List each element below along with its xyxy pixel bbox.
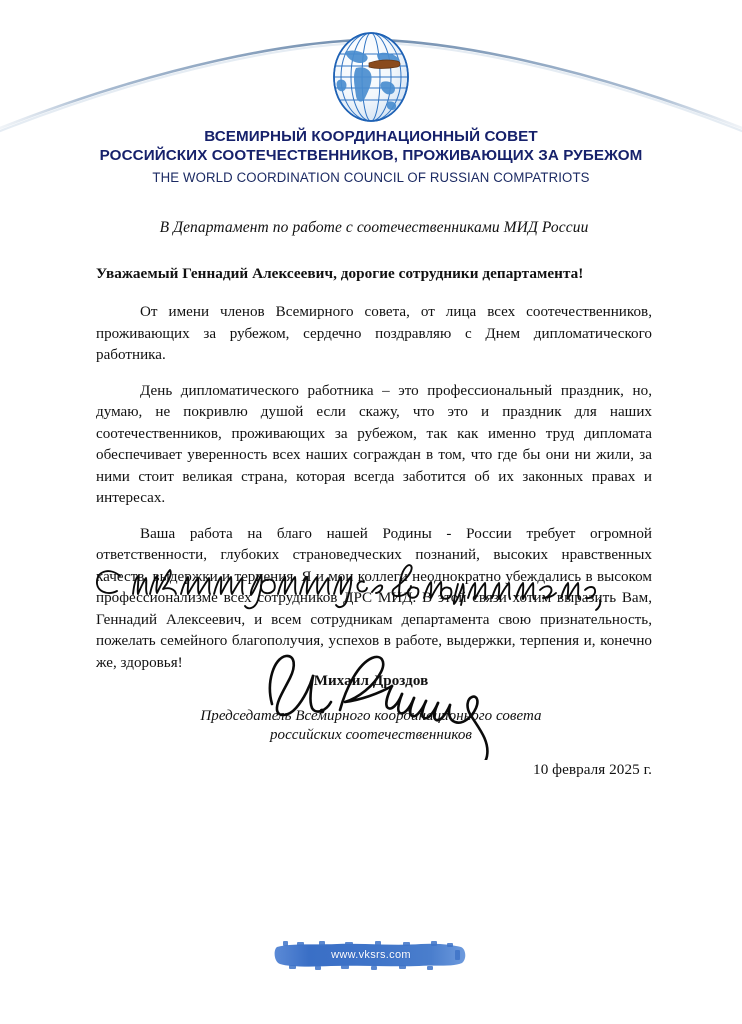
signer-title-line1: Председатель Всемирного координационного совета xyxy=(200,708,542,724)
salutation-line: Уважаемый Геннадий Алексеевич, дорогие сотрудники департамента! xyxy=(96,265,584,282)
signer-title xyxy=(0,707,742,745)
organization-title xyxy=(0,127,742,165)
organization-title-line2: РОССИЙСКИХ СООТЕЧЕСТВЕННИКОВ, ПРОЖИВАЮЩИХ ЗА РУБЕЖОМ xyxy=(99,147,643,164)
letter-date: 10 февраля 2025 г. xyxy=(533,761,652,778)
russia-highlight-icon xyxy=(369,60,400,69)
addressee-line: В Департамент по работе с соотечественниками МИД России xyxy=(159,219,589,236)
body-paragraph: От имени членов Всемирного совета, от лица всех соотечественников, проживающих за рубежом, сердечно поздравляю с Днем дипломатического работника. xyxy=(96,304,652,363)
organization-title-line1: ВСЕМИРНЫЙ КООРДИНАЦИОННЫЙ СОВЕТ xyxy=(204,128,538,145)
organization-subtitle-english: THE WORLD COORDINATION COUNCIL OF RUSSIAN COMPATRIOTS xyxy=(152,170,590,186)
body-paragraph: День дипломатического работника – это профессиональный праздник, но, думаю, не покривлю душой если скажу, что это и праздник для наших соотечественников, проживающих за рубежом, так как именно труд дипломата обеспечивает уверенность всех наших сограждан в том, что где бы они ни жили, за ними стоит великая страна, которая всегда заботится об их законных правах и интересах. xyxy=(96,382,652,506)
website-url-label: www.vksrs.com xyxy=(331,949,411,961)
body-paragraph: Ваша работа на благо нашей Родины - России требует огромной ответственности, глубоких страноведческих познаний, высоких нравственных качеств, выдержки и терпения. Я и мои коллеги неоднократно убеждались в высоком профессионализме всех сотрудников ДРС МИД. В этой связи хотим выразить Вам, Геннадий Алексеевич, и всем сотрудникам департамента свою признательность, пожелать семейного благополучия, успехов в работе, выдержки, терпения и, конечно же, здоровья! xyxy=(96,525,652,671)
website-banner[interactable] xyxy=(271,938,471,972)
globe-logo xyxy=(325,30,417,124)
signer-title-line2: российских соотечественников xyxy=(270,727,472,743)
letterhead xyxy=(0,0,742,200)
signer-name: Михаил Дроздов xyxy=(313,673,429,689)
globe-icon xyxy=(325,30,417,124)
